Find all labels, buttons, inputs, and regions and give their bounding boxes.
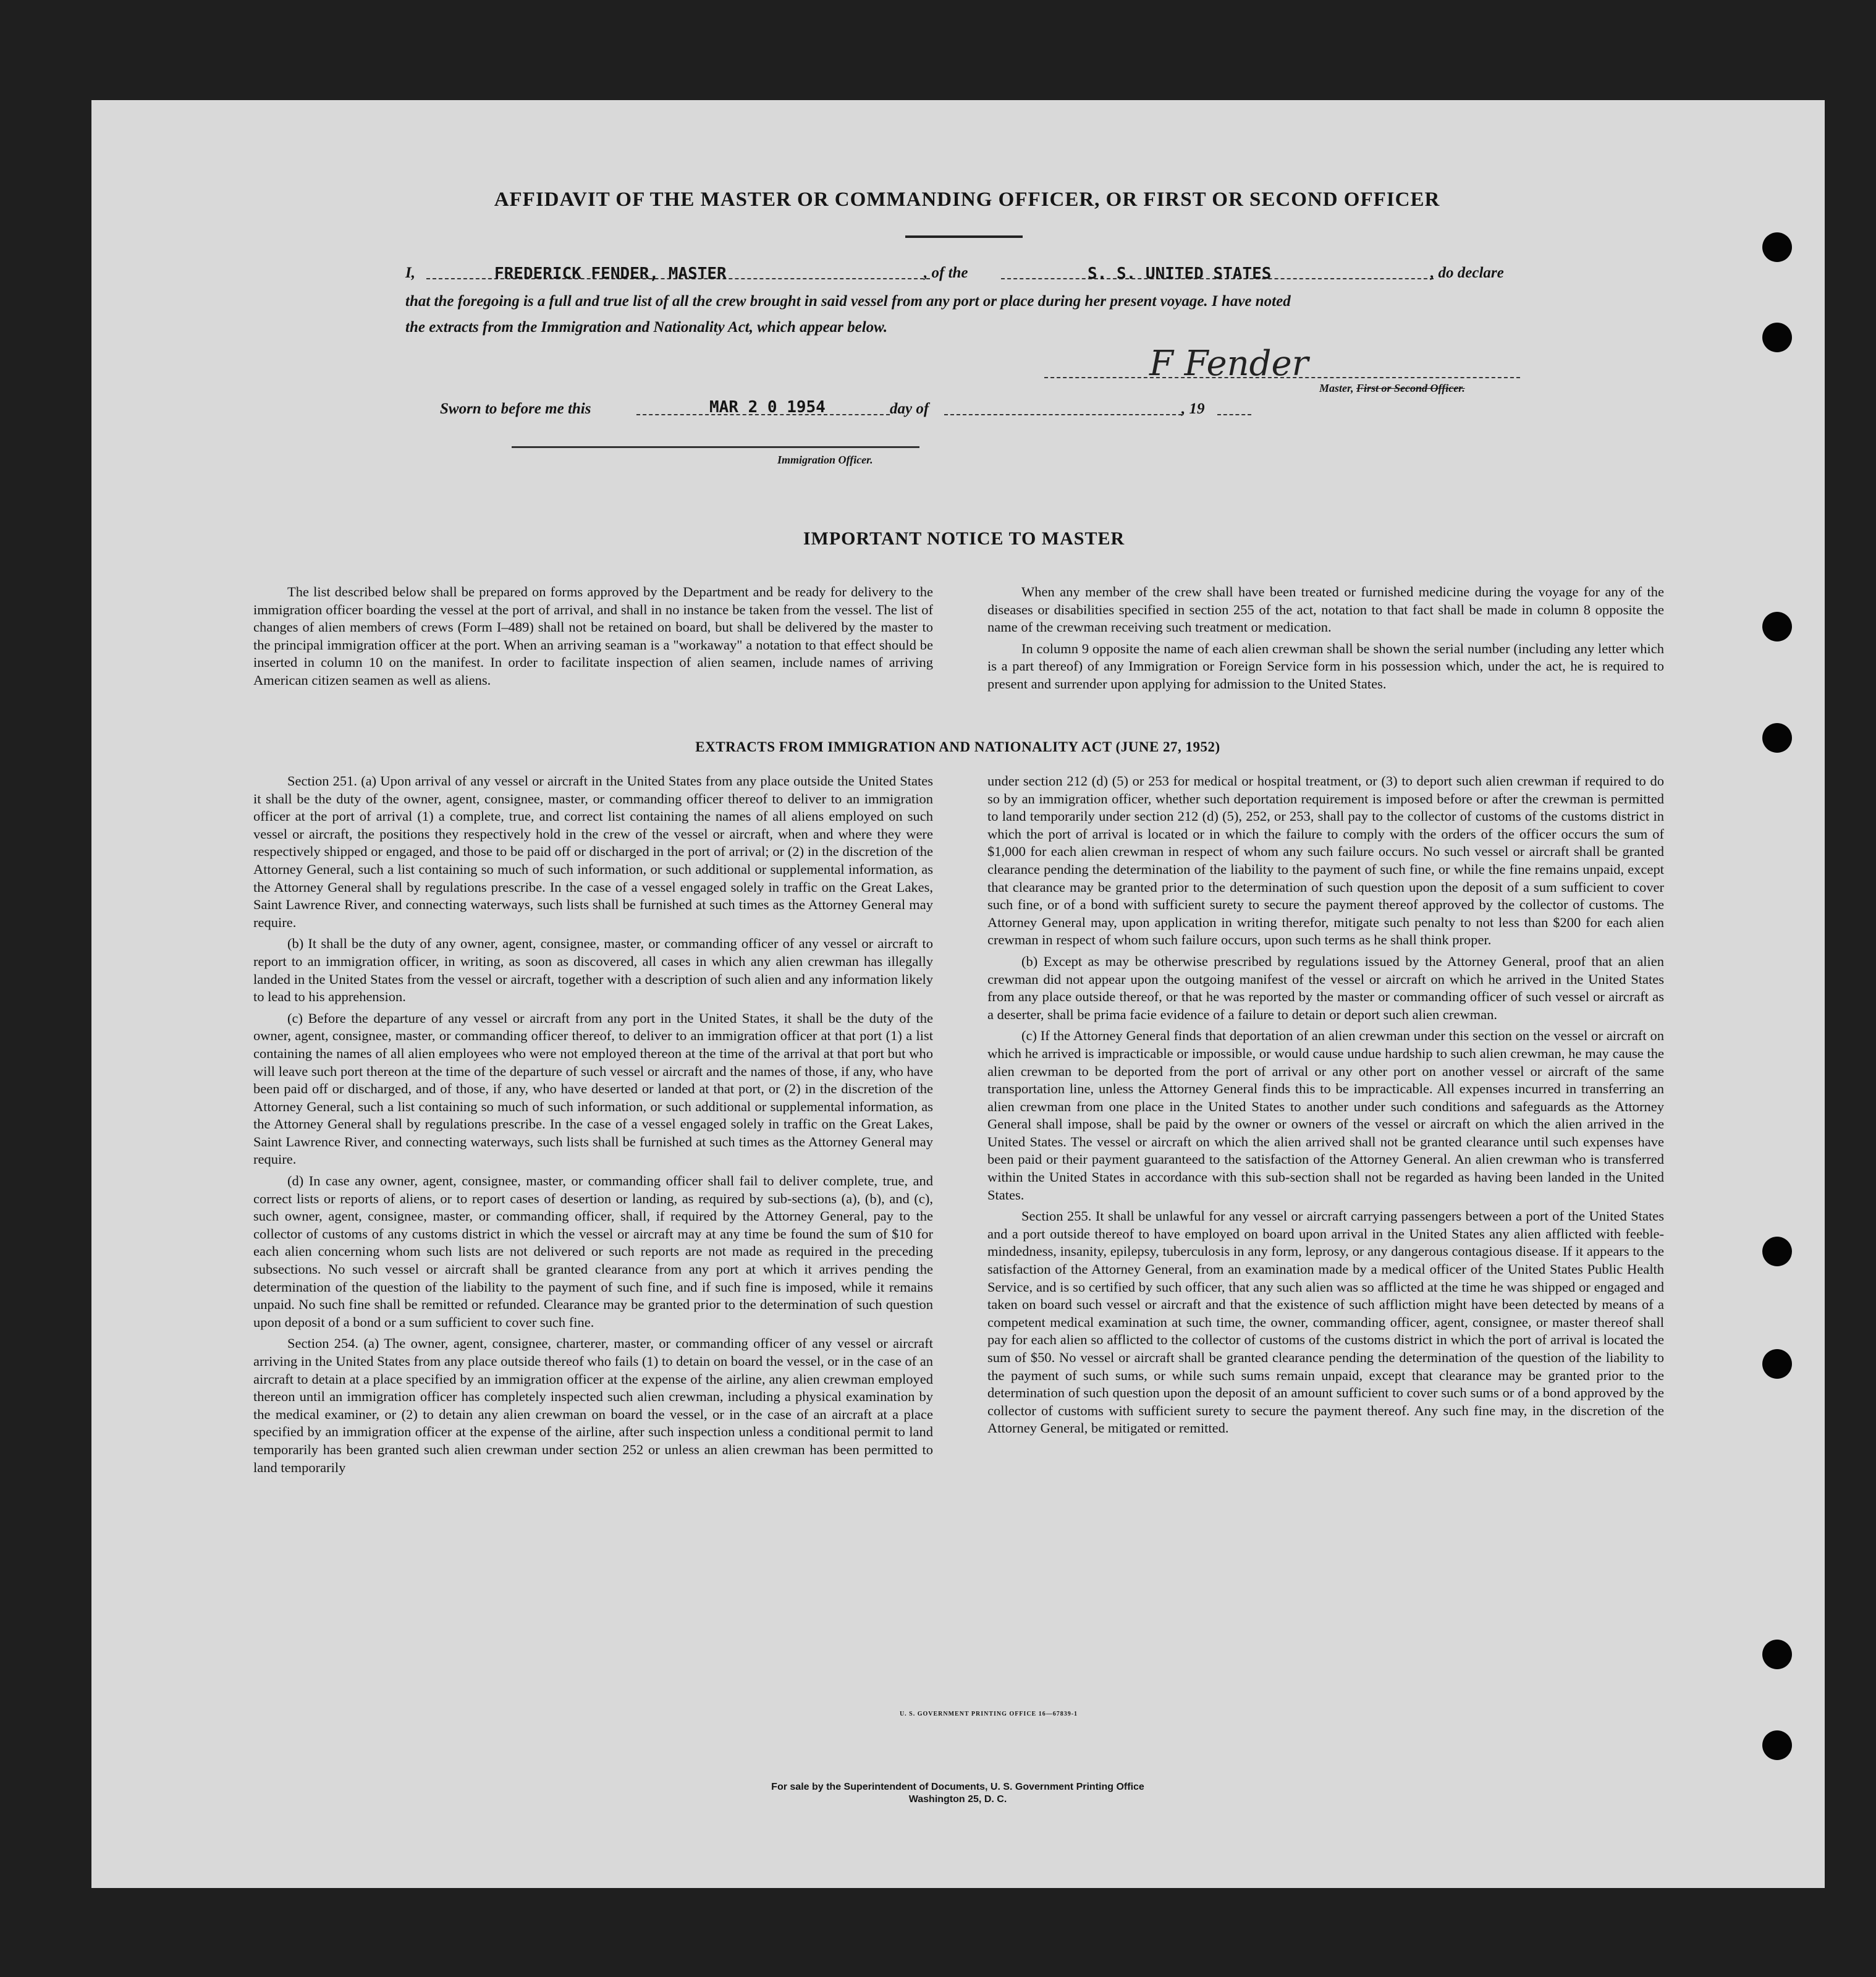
extracts-title: EXTRACTS FROM IMMIGRATION AND NATIONALITY ACT (JUNE 27, 1952) [695,739,1220,755]
do-declare-label: , do declare [1430,265,1504,281]
notice-right-paragraph-1: When any member of the crew shall have been treated or furnished medicine during the voyage for any of the diseases or disabilities specified in section 255 of the act, notation to that fact shall be made in column 8 opposite the name of the crewman receiving such treatment or medication. [987,584,1664,635]
sale-line-2: Washington 25, D. C. [908,1794,1007,1805]
notice-left-paragraph: The list described below shall be prepared on forms approved by the Department and be ready for delivery to the immigration officer boarding the vessel at the port of arrival, and shall in no instance be taken from the vessel. The list of changes of alien members of crews (Form I–489) shall not be retained on board, but shall be delivered by the master to the principal immigration officer at the port. When an arriving seaman is a "workaway" a notation to that effect should be inserted in column 10 on the manifest. In order to facilitate inspection of alien seamen, include names of arriving American citizen seamen as well as aliens. [253,584,933,688]
extracts-left-column [253,773,933,1480]
signature-caption [1319,382,1465,395]
notice-title: IMPORTANT NOTICE TO MASTER [803,528,1125,549]
title-rule [905,235,1023,238]
gpo-imprint: U. S. GOVERNMENT PRINTING OFFICE 16—67839-1 [899,1711,1078,1717]
notice-right-paragraph-2: In column 9 opposite the name of each alien crewman shall be shown the serial number (including any letter which is a part thereof) of any Immigration or Foreign Service form in his possession which, under the act, he is required to present and surrender upon applying for admission to the United States. [987,640,1664,692]
month-line [944,414,1182,415]
notice-left-column [253,583,933,693]
immigration-officer-line [512,446,919,448]
section-251-b: (b) It shall be the duty of any owner, agent, consignee, master, or commanding officer of any vessel or aircraft to report to an immigration officer, in writing, as soon as discovered, all cases in which any alien crewman has illegally landed in the United States from the vessel or aircraft, together with a description of such alien and any information likely to lead to his apprehension. [253,936,933,1005]
immigration-officer-caption: Immigration Officer. [777,454,873,466]
master-name-field[interactable]: FREDERICK FENDER, MASTER [494,265,727,283]
caption-first-second-officer: First or Second Officer. [1356,382,1465,394]
punch-hole [1762,1640,1792,1669]
i-label: I, [405,265,415,281]
master-signature: F Fender [1149,344,1309,384]
vessel-name-field[interactable]: S. S. UNITED STATES [1088,265,1272,283]
day-of-label: day of [890,400,929,417]
punch-hole [1762,723,1792,753]
punch-hole [1762,1237,1792,1266]
punch-hole [1762,323,1792,352]
section-251-c: (c) Before the departure of any vessel or aircraft from any port in the United States, it shall be the duty of the owner, agent, consignee, master, or commanding officer thereof, to deliver to an immigration officer at that port (1) a list containing the names of all alien employees who were not employed thereon at the time of the arrival at that port but who will leave such port thereon at the time of the departure of such vessel or aircraft and the names of those, if any, who have been paid off or discharged, and of those, if any, who have deserted or landed at that port, or (2) in the discretion of the Attorney General, such a list containing so much of such information, or such additional or supplemental information, as the Attorney General shall by regulations prescribe. In the case of a vessel engaged solely in traffic on the Great Lakes, Saint Lawrence River, and connecting waterways, such lists shall be furnished at such times as the Attorney General may require. [253,1010,933,1167]
punch-hole [1762,232,1792,262]
of-the-label: , of the [924,265,968,281]
sworn-label: Sworn to before me this [440,400,591,417]
section-251-d: (d) In case any owner, agent, consignee, master, or commanding officer shall fail to deliver complete, true, and correct lists or reports of aliens, or to report cases of desertion or landing, as required by sub-sections (a), (b), and (c), such owner, agent, consignee, master, or commanding officer, shall, if required by the Attorney General, pay to the collector of customs of any customs district in which the vessel or aircraft may at any time be found the sum of $10 for each alien concerning whom such lists are not delivered or such reports are not made as required in the preceding subsections. No such vessel or aircraft shall be granted clearance from any port at which it arrives pending the determination of the question of the liability to the payment of such fine, and if such fine is imposed, while it remains unpaid. No such fine shall be remitted or refunded. Clearance may be granted prior to the determination of such question upon deposit of a bond or a sum sufficient to cover such fine. [253,1173,933,1330]
section-254-b: (b) Except as may be otherwise prescribed by regulations issued by the Attorney General, proof that an alien crewman did not appear upon the outgoing manifest of the vessel or aircraft on which he arrived in the United States from any place outside thereof, or that he was reported by the master or commanding officer of such vessel or aircraft as a deserter, shall be prima facie evidence of a failure to detain or deport such alien crewman. [987,953,1664,1022]
section-254-c: (c) If the Attorney General finds that deportation of an alien crewman under this section on the vessel or aircraft on which he arrived is impracticable or impossible, or would cause undue hardship to such alien crewman, he may cause the alien crewman to be deported from the port of arrival or any other port on another vessel or aircraft of the same transportation line, unless the Attorney General finds this to be impracticable. All expenses incurred in transferring an alien crewman from one place in the United States to another under such conditions and safeguards as the Attorney General shall impose, shall be paid by the owner or owners of the vessel or aircraft on which the alien arrived in the United States. The vessel or aircraft on which the alien arrived shall not be granted clearance until such expenses have been paid or their payment guaranteed to the satisfaction of the Attorney General. An alien crewman who is transferred within the United States in accordance with this sub-section shall not be regarded as having been landed in the United States. [987,1028,1664,1203]
punch-hole [1762,612,1792,641]
year-line [1217,414,1251,415]
sworn-date-field[interactable]: MAR 2 0 1954 [709,398,826,417]
year-prefix-label: , 19 [1181,400,1205,417]
sale-notice [649,1781,1267,1806]
notice-right-column [987,583,1664,697]
caption-master: Master, [1319,382,1354,394]
statement-line-2: the extracts from the Immigration and Nationality Act, which appear below. [405,319,888,336]
punch-hole [1762,1349,1792,1379]
affidavit-title: AFFIDAVIT OF THE MASTER OR COMMANDING OFFICER, OR FIRST OR SECOND OFFICER [494,188,1440,211]
statement-line-1: that the foregoing is a full and true list of all the crew brought in said vessel from any port or place during her present voyage. I have noted [405,293,1291,310]
section-251-a: Section 251. (a) Upon arrival of any vessel or aircraft in the United States from any place outside the United States it shall be the duty of the owner, agent, consignee, master, or commanding officer thereof to deliver to an immigration officer at the port of arrival (1) a complete, true, and correct list containing the names of all aliens employed on such vessel or aircraft, the positions they respectively hold in the crew of the vessel or aircraft, when and where they were respectively shipped or engaged, and those to be paid off or discharged in the port of arrival; or (2) in the discretion of the Attorney General, such a list containing so much of such information, or such additional or supplemental information, as the Attorney General shall by regulations prescribe. In the case of a vessel engaged solely in traffic on the Great Lakes, Saint Lawrence River, and connecting waterways, such lists shall be furnished at such times as the Attorney General may require. [253,773,933,930]
sale-line-1: For sale by the Superintendent of Documents, U. S. Government Printing Office [771,1782,1144,1792]
section-254-a-continued: under section 212 (d) (5) or 253 for medical or hospital treatment, or (3) to deport such alien crewman if required to do so by an immigration officer, whether such deportation requirement is imposed before or after the crewman is permitted to land temporarily under section 212 (d) (5), 252, or 253, shall pay to the collector of customs of the customs district in which the port of arrival is located or in which the failure to comply with the orders of the officer occurs the sum of $1,000 for each alien crewman in respect of whom any such failure occurs. No such vessel or aircraft shall be granted clearance pending the determination of the liability to the payment of such fine, or while the fine remains unpaid, except that clearance may be granted prior to the determination of such question upon the deposit of a sum sufficient to cover such fine, or of a bond with sufficient surety to secure the payment thereof approved by the collector of customs. The Attorney General may, upon application in writing therefor, mitigate such penalty to not less than $200 for each alien crewman in respect of whom such failure occurs, upon such terms as he shall think proper. [987,773,1664,948]
section-254-a: Section 254. (a) The owner, agent, consignee, charterer, master, or commanding officer of any vessel or aircraft arriving in the United States from any place outside thereof who fails (1) to detain on board the vessel, or in the case of an aircraft to detain at a place specified by an immigration officer at the expense of the airline, any alien crewman employed thereon until an immigration officer has completely inspected such alien crewman, including a physical examination by the medical examiner, or (2) to detain any alien crewman on board the vessel, or in the case of an aircraft at a place specified by an immigration officer at the expense of the airline, after such inspection unless a conditional permit to land temporarily has been granted such alien crewman under section 252 or unless an alien crewman has been permitted to land temporarily [253,1336,933,1475]
extracts-right-column [987,773,1664,1441]
punch-hole [1762,1730,1792,1760]
section-255: Section 255. It shall be unlawful for any vessel or aircraft carrying passengers between a port of the United States and a port outside thereof to have employed on board upon arrival in the United States any alien afflicted with feeble-mindedness, insanity, epilepsy, tuberculosis in any form, leprosy, or any dangerous contagious disease. If it appears to the satisfaction of the Attorney General, from an examination made by a medical officer of the United States Public Health Service, and is so certified by such officer, that any such alien was so afflicted at the time he was shipped or engaged and taken on board such vessel or aircraft and that the existence of such affliction might have been detected by means of a competent medical examination at such time, the owner, commanding officer, agent, consignee, or master thereof shall pay for each alien so afflicted to the collector of customs of the customs district in which the port of arrival is located the sum of $50. No vessel or aircraft shall be granted clearance pending the determination of the question of the liability to the payment of such sums, or while such sums remain unpaid, except that clearance may be granted prior to the determination of such question upon the deposit of an amount sufficient to cover such sums or of a bond approved by the collector of customs with sufficient surety to secure the payment thereof. Any such fine may, in the discretion of the Attorney General, be mitigated or remitted. [987,1208,1664,1436]
